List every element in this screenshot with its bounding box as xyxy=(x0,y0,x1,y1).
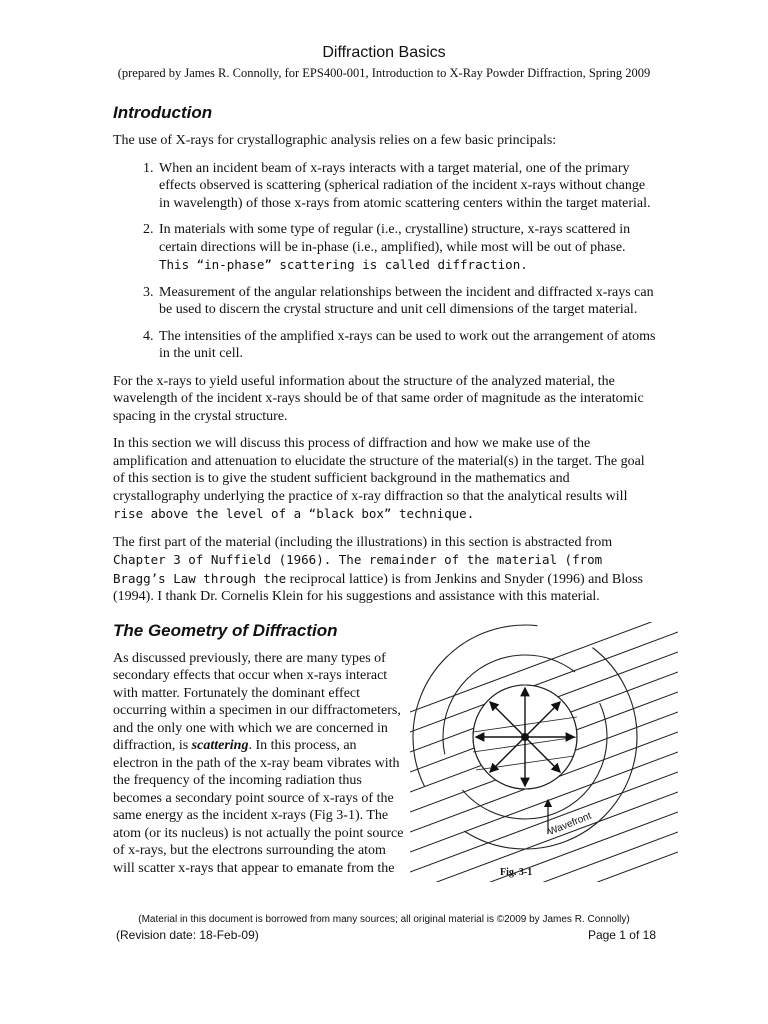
principle-text-1: When an incident beam of x-rays interacts with a target material, one of the primary effects observed is scattering (spherical radiation of the incident x-rays without change in wavelength) of those x-rays from atomic scattering centers within the target material. xyxy=(159,160,651,211)
principle-text-4: The intensities of the amplified x-rays can be used to work out the arrangement of atoms in the unit cell. xyxy=(159,328,656,361)
paragraph-sources xyxy=(113,534,658,606)
geometry-text-after: . In this process, an electron in the path of the x-ray beam vibrates with the frequency of the incoming radiation thus becomes a secondary point source of x-rays of the same energy as the incident x-rays (Fig 3-1). The atom (or its nucleus) is not actually the point source of x-rays, but the electrons surrounding the atom will scatter x-rays that appear to emanate from the xyxy=(113,738,404,876)
principle-item-3 xyxy=(157,284,658,319)
principle-text-2: In materials with some type of regular (i.e., crystalline) structure, x-rays scattered in certain directions will be in-phase (i.e., amplified), while most will be out of phase. xyxy=(159,222,631,255)
principle-text-3: Measurement of the angular relationships between the incident and diffracted x-rays can be used to discern the crystal structure and unit cell dimensions of the target material. xyxy=(159,284,654,317)
page-number: Page 1 of 18 xyxy=(587,928,656,942)
scattering-center-dot xyxy=(521,733,529,741)
paragraph-sources-b: reciprocal lattice) is from Jenkins and Snyder (1996) and Bloss (1994). I thank Dr. Cornelis Klein for his suggestions and assistance with this material. xyxy=(113,571,644,604)
geometry-text-before: As discussed previously, there are many types of secondary effects that occur when x-rays interact with matter. Fortunately the dominant effect occurring within a specimen in our diffractometers, and the only one with which we are concerned in diffraction, is xyxy=(113,650,401,753)
principles-list xyxy=(113,160,658,363)
geometry-paragraph xyxy=(113,650,405,878)
geometry-text-emphasis: scattering xyxy=(191,738,249,753)
scattering-diagram-svg xyxy=(410,622,678,892)
copyright-note: (Material in this document is borrowed from many sources; all original material is ©2009 by James R. Connolly) xyxy=(138,914,630,925)
scattering-figure xyxy=(410,622,678,892)
revision-date: (Revision date: 18-Feb-09) xyxy=(116,928,259,942)
document-subtitle: (prepared by James R. Connolly, for EPS400-001, Introduction to X-Ray Powder Diffraction, Spring 2009 xyxy=(117,66,651,80)
introduction-lead: The use of X-rays for crystallographic analysis relies on a few basic principals: xyxy=(113,133,557,148)
paragraph-section-goal-tail: rise above the level of a “black box” technique. xyxy=(113,506,475,521)
paragraph-wavelength: For the x-rays to yield useful information about the structure of the analyzed material, the wavelength of the incident x-rays should be of that same order of magnitude as the interatomic spacing in the crystal structure. xyxy=(113,373,644,424)
wavefront-label: Wavefront xyxy=(547,810,594,838)
principle-text-2-tail: This “in-phase” scattering is called diffraction. xyxy=(159,257,528,272)
figure-caption: Fig. 3-1 xyxy=(500,867,533,878)
paragraph-sources-mono: Chapter 3 of Nuffield (1966). The remainder of the material (from Bragg’s Law through the xyxy=(113,552,603,586)
document-title: Diffraction Basics xyxy=(322,44,446,61)
paragraph-section-goal-text: In this section we will discuss this process of diffraction and how we make use of the amplification and attenuation to elucidate the structure of the material(s) in the target. The goal of this section is to give the student sufficient background in the mathematics and crystallography underlying the practice of x-ray diffraction so that the analytical results will xyxy=(113,436,645,504)
geometry-body xyxy=(113,650,405,878)
principle-item-1 xyxy=(157,160,658,213)
geometry-heading: The Geometry of Diffraction xyxy=(113,620,338,640)
principle-item-4 xyxy=(157,328,658,363)
introduction-heading: Introduction xyxy=(113,103,213,122)
paragraph-section-goal xyxy=(113,435,658,524)
paragraph-sources-a: The first part of the material (including the illustrations) in this section is abstracted from xyxy=(113,534,613,550)
principle-item-2 xyxy=(157,221,658,275)
